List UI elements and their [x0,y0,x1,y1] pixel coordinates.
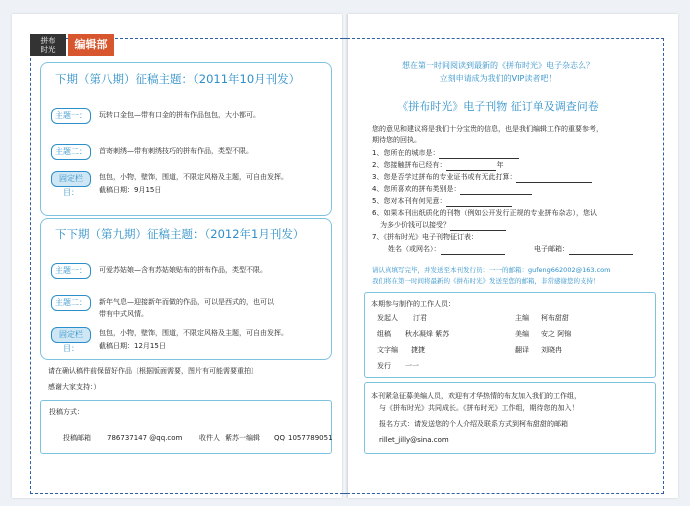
staff-role-3b: 翻译 [515,346,529,354]
staff-names-4a: 一一 [405,362,419,370]
issue8-title: 下期（第八期）征稿主题：（2011年10月刊发） [55,72,301,86]
question-3-text: 3、您是否学过拼布的专业证书或有无此打算： [372,173,517,181]
staff-names-2a: 秋水凝烽 紫苏 [405,330,450,338]
recruit-line-2: 与《拼布时光》共同成长。《拼布时光》工作组，期待您的加入！ [379,404,579,412]
q7-name [388,244,505,255]
magazine-logo [30,34,66,56]
name-input-line[interactable] [441,246,505,255]
contact-email: 786737147 @qq.com [107,434,183,442]
question-5 [372,196,512,207]
staff-role-3a: 文字编 [377,346,398,354]
issue8-tag-1: 主题一： [51,108,91,124]
issue8-text-3: 包包，小物，壁饰，围道，不限定风格及主题，可自由发挥。 [99,173,288,181]
staff-role-2a: 组稿 [377,330,391,338]
issue9-deadline: 截稿日期：12月15日 [99,342,166,350]
staff-role-4a: 发行 [377,362,391,370]
question-1 [372,148,519,159]
issue9-text-3: 包包，小物，壁饰，围道，不限定风格及主题，可自由发挥。 [99,329,288,337]
issue8-deadline: 截稿日期：9月15日 [99,186,162,194]
recruit-line-1: 本刊紧急征募美编人员，欢迎有才华热情的布友加入我们的工作组， [371,392,581,400]
question-5-text: 5、您对本刊有何见意： [372,197,447,205]
staff-box [364,292,656,378]
answer-line-4[interactable] [460,186,532,195]
question-6-text: 为多少价钱可以接受？ [380,221,450,229]
staff-names-1b: 柯布甜甜 [541,314,569,322]
contact-label: 投稿方式： [49,408,84,416]
question-4-text: 4、您所喜欢的拼布类别是： [372,185,461,193]
logo-line2: 时光 [40,45,56,54]
answer-line-6[interactable] [450,222,506,231]
issue8-text-1: 玩转口金包—带有口金的拼布作品包包，大小都可。 [99,111,260,119]
issue9-title: 下下期（第九期）征稿主题：（2012年1月刊发） [55,227,305,241]
staff-names-1a: 汀君 [413,314,427,322]
answer-line-1[interactable] [439,150,519,159]
issue8-box [40,62,332,216]
staff-names-3b: 刘晓冉 [541,346,562,354]
logo-line1: 拼布 [40,36,56,45]
staff-names-3a: 捷捷 [411,346,425,354]
question-3 [372,172,592,183]
contact-email-label: 投稿邮箱 [63,434,91,442]
mail-instruction-1: 请认真填写完毕，并发送至本刊发行员：一一的邮箱：gufeng662002@163.com [372,266,611,274]
q7-name-label: 姓名（或网名）： [388,245,441,253]
question-6b [380,220,506,231]
contact-qq-label: QQ [274,434,286,442]
issue8-tag-3: 固定栏目： [51,171,91,187]
contact-box [40,400,332,454]
issue9-text-2a: 新年气息—迎接新年而做的作品，可以是西式的，也可以 [99,298,274,306]
vip-invite-line2: 立刻申请成为我们的VIP读者吧！ [439,74,557,83]
issue9-box [40,218,332,360]
question-2-text: 2、您接触拼布已经有： [372,161,447,169]
staff-role-1b: 主编 [515,314,529,322]
thanks-note: 感谢大家支持：） [48,383,101,391]
mail-instruction-2: 我们将在第一时间将最新的《拼布时光》发送至您的邮箱，非常感谢您的支持！ [372,277,600,285]
staff-role-1a: 发起人 [377,314,398,322]
question-7: 7、《拼布时光》电子刊物征订表： [372,233,478,241]
section-label: 编辑部 [68,34,114,56]
issue9-tag-1: 主题一： [51,263,91,279]
staff-role-2b: 美编 [515,330,529,338]
contact-qq: 1057789051 [288,434,333,442]
form-intro-2: 期待您的回执。 [372,136,421,144]
issue9-tag-3: 固定栏目： [51,327,91,343]
left-page [12,14,342,498]
issue8-tag-2: 主题二： [51,144,91,160]
staff-title: 本期参与制作的工作人员： [371,300,455,308]
right-page [348,14,678,498]
question-2 [372,160,503,171]
issue9-text-1: 可爱苏姑娘—含有苏姑娘贴布的拼布作品，类型不限。 [99,266,267,274]
recruit-line-3: 报名方式：请发送您的个人介绍及联系方式到柯布甜甜的邮箱 [379,420,568,428]
form-intro-1: 您的意见和建议将是我们十分宝贵的信息，也是我们编辑工作的重要参考， [372,125,603,133]
q7-email-label: 电子邮箱： [534,245,569,253]
question-6a: 6、如果本刊出纸质化的刊物（例如公开发行正规的专业拼布杂志），您认 [372,209,597,217]
vip-invite-line1: 想在第一时间阅读到最新的《拼布时光》电子杂志么？ [402,61,594,70]
answer-line-3[interactable] [516,174,592,183]
staff-names-2b: 安之 阿锦 [541,330,572,338]
question-4 [372,184,532,195]
contact-recipient-label: 收件人 [199,434,220,442]
email-input-line[interactable] [569,246,633,255]
issue9-text-2b: 带有中式风情。 [99,310,148,318]
answer-line-5[interactable] [446,198,512,207]
question-2-suffix: 年 [496,161,504,169]
recruit-box [364,382,656,454]
form-title: 《拼布时光》电子刊物 征订单及调查问卷 [397,100,599,113]
recruit-email[interactable]: rillet_jilly@sina.com [379,436,449,444]
issue8-text-2: 首寄刺绣—带有刺绣技巧的拼布作品，类型不限。 [99,147,253,155]
q7-email [534,244,633,255]
question-1-text: 1、您所在的城市是： [372,149,440,157]
photo-note: 请在确认稿件前保留好作品〔根据版面需要，图片有可能需要重拍〕 [48,367,258,375]
answer-line-2[interactable] [446,162,496,171]
contact-recipient: 紫苏一编辑 [225,434,260,442]
issue9-tag-2: 主题二： [51,295,91,311]
